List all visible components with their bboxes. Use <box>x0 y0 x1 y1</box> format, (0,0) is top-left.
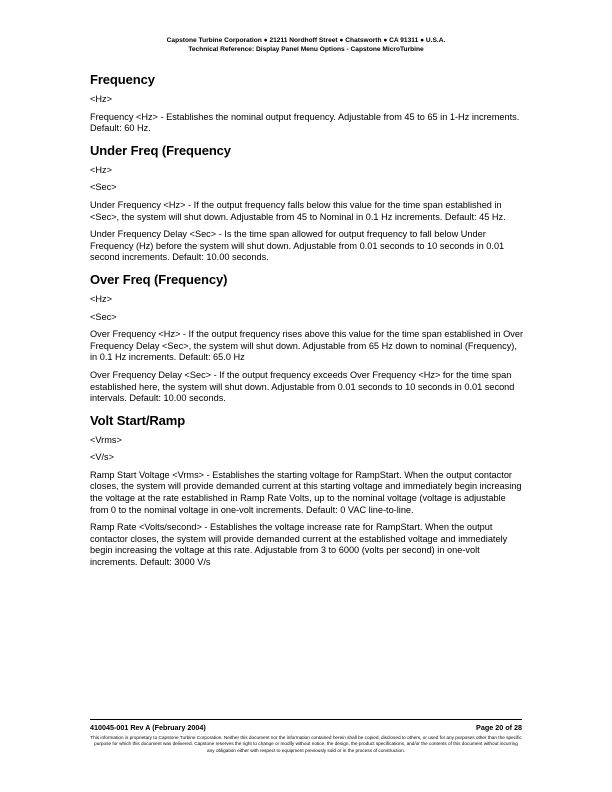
header-address: Capstone Turbine Corporation ● 21211 Nordhoff Street ● Chatsworth ● CA 91311 ● U.S.A. <box>166 37 446 44</box>
parameter-unit: <Vrms> <box>90 434 122 445</box>
header-doc-title: Technical Reference: Display Panel Menu Options - Capstone MicroTurbine <box>188 46 424 53</box>
parameter-description: Under Frequency Delay <Sec> - Is the time span allowed for output frequency to fall below Under Frequency (Hz) before the system will shut down. Adjustable from 0.01 seconds to 10 seconds in 0.01 second increments. Default: 10.00 seconds. <box>90 229 505 263</box>
section-frequency <box>90 72 526 135</box>
parameter-description: Ramp Rate <Volts/second> - Establishes the voltage increase rate for RampStart. When the output contactor closes, the system will provide demanded current at the established voltage and immediately begin increasing the voltage at this rate. Adjustable from 3 to 6000 (volts per second) in one-volt increments. Default: 3000 V/s <box>90 522 508 568</box>
parameter-description: Frequency <Hz> - Establishes the nominal output frequency. Adjustable from 45 to 65 in 1-Hz increments. Default: 60 Hz. <box>90 111 520 134</box>
section-heading: Under Freq (Frequency <box>90 142 231 158</box>
page-footer <box>90 723 522 732</box>
document-body <box>90 72 526 575</box>
page-number: Page 20 of 28 <box>476 723 522 732</box>
parameter-description: Over Frequency <Hz> - If the output frequency rises above this value for the time span established in Over Frequency Delay <Sec>, the system will shut down. Adjustable from 65 Hz down to nominal (Frequency), in 0.1 Hz increments. Default: 65.0 Hz <box>90 329 524 363</box>
section-heading: Volt Start/Ramp <box>90 412 186 428</box>
parameter-description: Over Frequency Delay <Sec> - If the output frequency exceeds Over Frequency <Hz> for the time span established here, the system will shut down. Adjustable from 0.01 seconds to 10 seconds in 0.01 second intervals. Default: 10.00 seconds. <box>90 369 515 404</box>
page-header <box>0 36 612 54</box>
section-heading: Frequency <box>90 72 155 87</box>
document-id: 410045-001 Rev A (February 2004) <box>90 723 206 732</box>
section-under-freq <box>90 143 526 264</box>
parameter-unit: <Sec> <box>90 182 117 193</box>
parameter-description: Under Frequency <Hz> - If the output frequency falls below this value for the time span established in <Sec>, the system will shut down. Adjustable from 45 to Nominal in 0.1 Hz increments. Default: 45 Hz. <box>90 199 506 222</box>
parameter-unit: <Hz> <box>90 164 112 175</box>
section-over-freq <box>90 272 526 405</box>
section-heading: Over Freq (Frequency) <box>90 271 228 287</box>
parameter-description: Ramp Start Voltage <Vrms> - Establishes the starting voltage for RampStart. When the output contactor closes, the system will provide demanded current at this starting voltage and immediately begin increasing the voltage at the rate established in Ramp Rate Volts, up to the nominal voltage (voltage is adjustable from 0 to the nominal voltage in one-volt increments. Default: 0 VAC line-to-line. <box>90 469 522 515</box>
section-volt-start-ramp <box>90 413 526 569</box>
parameter-unit: <Sec> <box>90 311 117 322</box>
proprietary-disclaimer: This information is proprietary to Capstone Turbine Corporation. Neither this document nor the information contained herein shall be copied, disclosed to others, or used for any purposes other than the specific purpose for which this document was delivered. Capstone reserves the right to change or modify without notice, the design, the product specifications, and/or the contents of this document without incurring any obligation either with respect to equipment previously sold or in the process of construction. <box>90 735 522 753</box>
parameter-unit: <Hz> <box>90 293 112 304</box>
parameter-unit: <V/s> <box>90 452 115 463</box>
parameter-unit: <Hz> <box>90 94 112 104</box>
footer-divider <box>90 719 522 720</box>
